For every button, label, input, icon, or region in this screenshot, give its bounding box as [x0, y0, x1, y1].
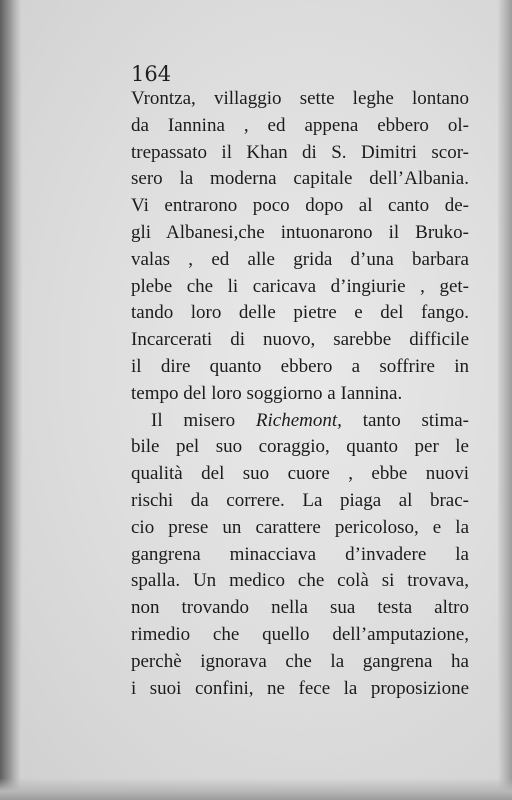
- text-line: Vrontza, villaggio sette leghe lontano: [131, 88, 469, 109]
- page-number: 164: [131, 62, 172, 86]
- text-line: valas , ed alle grida d’una barbara: [131, 248, 469, 270]
- text-fragment: tanto stima-: [341, 409, 469, 431]
- text-line: Vi entrarono poco dopo al canto de-: [131, 195, 469, 217]
- page-bottom-shadow: [0, 778, 512, 800]
- text-line: perchè ignorava che la gangrena ha: [131, 650, 469, 672]
- text-line: non trovando nella sua testa altro: [131, 597, 469, 619]
- text-line: sero la moderna capitale dell’Albania.: [131, 168, 469, 190]
- text-line: rischi da correre. La piaga al brac-: [131, 489, 469, 511]
- text-line: bile pel suo coraggio, quanto per le: [131, 436, 469, 458]
- text-line: Incarcerati di nuovo, sarebbe difficile: [131, 329, 469, 351]
- text-line: cio prese un carattere pericoloso, e la: [131, 516, 469, 538]
- text-line: spalla. Un medico che colà si trovava,: [131, 570, 469, 592]
- text-line: gangrena minacciava d’invadere la: [131, 543, 469, 565]
- body-text: [131, 86, 469, 702]
- text-line: da Iannina , ed appena ebbero ol-: [131, 114, 469, 136]
- text-line: qualità del suo cuore , ebbe nuovi: [131, 463, 469, 485]
- text-line: rimedio che quello dell’amputazione,: [131, 623, 469, 645]
- text-line: il dire quanto ebbero a soffrire in: [131, 355, 469, 377]
- text-line: i suoi confini, ne fece la proposizione: [131, 677, 469, 699]
- text-line: gli Albanesi,che intuonarono il Bruko-: [131, 221, 469, 243]
- text-line: plebe che li caricava d’ingiurie , get-: [131, 275, 469, 297]
- book-binding-shadow: [0, 0, 22, 800]
- text-line: tempo del loro soggiorno a Iannina.: [131, 382, 403, 404]
- page-edge-shadow: [498, 0, 512, 800]
- text-line: tando loro delle pietre e del fango.: [131, 302, 469, 324]
- text-line: trepassato il Khan di S. Dimitri scor-: [131, 141, 469, 163]
- paragraph-opening-line: [131, 408, 469, 435]
- person-name-richemont: Richemont,: [255, 409, 342, 431]
- text-fragment: Il misero: [151, 409, 256, 431]
